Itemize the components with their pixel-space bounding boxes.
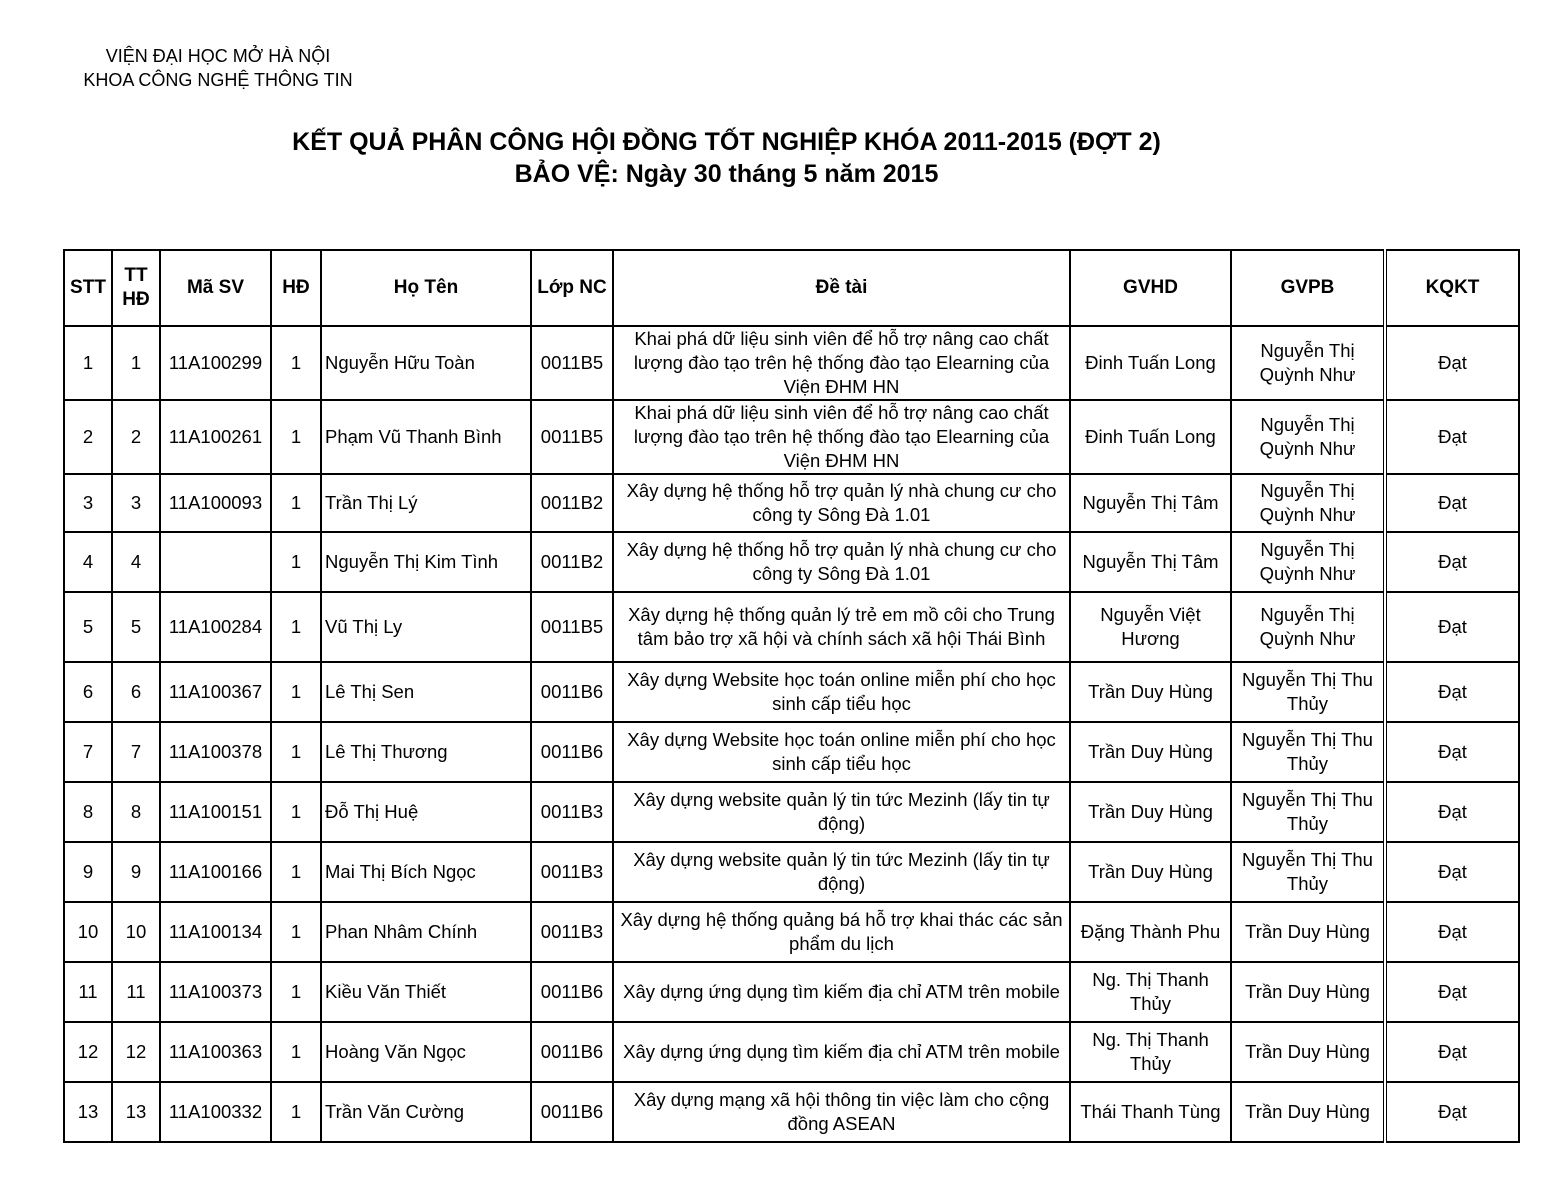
cell-tt-hd: 4: [112, 532, 160, 592]
cell-kqkt: Đạt: [1385, 722, 1519, 782]
cell-stt: 12: [64, 1022, 112, 1082]
cell-de-tai: Xây dựng hệ thống quảng bá hỗ trợ khai thác các sản phẩm du lịch: [613, 902, 1070, 962]
cell-stt: 4: [64, 532, 112, 592]
cell-gvpb: Nguyễn Thị Quỳnh Như: [1231, 532, 1385, 592]
cell-stt: 1: [64, 326, 112, 400]
table-row: [64, 592, 1519, 662]
col-header-ho-ten: Họ Tên: [321, 250, 531, 326]
document-title: [0, 126, 1453, 190]
cell-gvpb: Trần Duy Hùng: [1231, 1082, 1385, 1142]
cell-ma-sv: 11A100332: [160, 1082, 271, 1142]
table-row: [64, 1082, 1519, 1142]
cell-de-tai: Xây dựng Website học toán online miễn phí cho học sinh cấp tiểu học: [613, 722, 1070, 782]
cell-ho-ten: Mai Thị Bích Ngọc: [321, 842, 531, 902]
table-header-row: [64, 250, 1519, 326]
cell-lop-nc: 0011B5: [531, 400, 613, 474]
cell-tt-hd: 10: [112, 902, 160, 962]
results-table: [63, 249, 1520, 1143]
cell-gvpb: Nguyễn Thị Thu Thủy: [1231, 662, 1385, 722]
cell-lop-nc: 0011B5: [531, 592, 613, 662]
cell-ma-sv: [160, 532, 271, 592]
cell-ma-sv: 11A100299: [160, 326, 271, 400]
cell-ma-sv: 11A100134: [160, 902, 271, 962]
cell-kqkt: Đạt: [1385, 662, 1519, 722]
cell-ho-ten: Lê Thị Sen: [321, 662, 531, 722]
cell-de-tai: Xây dựng ứng dụng tìm kiếm địa chỉ ATM trên mobile: [613, 962, 1070, 1022]
table-row: [64, 400, 1519, 474]
cell-gvhd: Đặng Thành Phu: [1070, 902, 1231, 962]
cell-lop-nc: 0011B5: [531, 326, 613, 400]
table-row: [64, 842, 1519, 902]
cell-hd: 1: [271, 532, 321, 592]
cell-lop-nc: 0011B3: [531, 902, 613, 962]
cell-tt-hd: 5: [112, 592, 160, 662]
cell-kqkt: Đạt: [1385, 1022, 1519, 1082]
cell-tt-hd: 6: [112, 662, 160, 722]
cell-kqkt: Đạt: [1385, 782, 1519, 842]
cell-ma-sv: 11A100093: [160, 474, 271, 532]
cell-lop-nc: 0011B3: [531, 842, 613, 902]
cell-stt: 6: [64, 662, 112, 722]
cell-gvhd: Trần Duy Hùng: [1070, 842, 1231, 902]
cell-stt: 11: [64, 962, 112, 1022]
cell-hd: 1: [271, 474, 321, 532]
col-header-de-tai: Đề tài: [613, 250, 1070, 326]
cell-stt: 5: [64, 592, 112, 662]
cell-gvpb: Trần Duy Hùng: [1231, 962, 1385, 1022]
faculty-name: KHOA CÔNG NGHỆ THÔNG TIN: [83, 70, 353, 90]
cell-tt-hd: 13: [112, 1082, 160, 1142]
table-row: [64, 532, 1519, 592]
cell-de-tai: Xây dựng hệ thống quản lý trẻ em mồ côi cho Trung tâm bảo trợ xã hội và chính sách xã hội Thái Bình: [613, 592, 1070, 662]
cell-gvhd: Đinh Tuấn Long: [1070, 400, 1231, 474]
cell-kqkt: Đạt: [1385, 902, 1519, 962]
cell-tt-hd: 3: [112, 474, 160, 532]
col-header-gvpb: GVPB: [1231, 250, 1385, 326]
cell-ho-ten: Lê Thị Thương: [321, 722, 531, 782]
cell-tt-hd: 12: [112, 1022, 160, 1082]
cell-gvhd: Ng. Thị Thanh Thủy: [1070, 962, 1231, 1022]
cell-tt-hd: 1: [112, 326, 160, 400]
cell-hd: 1: [271, 782, 321, 842]
cell-de-tai: Xây dựng website quản lý tin tức Mezinh (lấy tin tự động): [613, 782, 1070, 842]
cell-hd: 1: [271, 962, 321, 1022]
cell-gvpb: Nguyễn Thị Thu Thủy: [1231, 782, 1385, 842]
col-header-tt-hd: [112, 250, 160, 326]
cell-ho-ten: Kiều Văn Thiết: [321, 962, 531, 1022]
cell-ho-ten: Nguyễn Thị Kim Tình: [321, 532, 531, 592]
cell-kqkt: Đạt: [1385, 592, 1519, 662]
cell-kqkt: Đạt: [1385, 532, 1519, 592]
cell-hd: 1: [271, 1082, 321, 1142]
cell-gvpb: Nguyễn Thị Quỳnh Như: [1231, 400, 1385, 474]
cell-gvpb: Nguyễn Thị Thu Thủy: [1231, 722, 1385, 782]
cell-hd: 1: [271, 722, 321, 782]
cell-lop-nc: 0011B2: [531, 474, 613, 532]
cell-gvhd: Thái Thanh Tùng: [1070, 1082, 1231, 1142]
cell-lop-nc: 0011B2: [531, 532, 613, 592]
cell-gvhd: Nguyễn Thị Tâm: [1070, 532, 1231, 592]
cell-lop-nc: 0011B6: [531, 1022, 613, 1082]
cell-kqkt: Đạt: [1385, 962, 1519, 1022]
cell-gvpb: Trần Duy Hùng: [1231, 902, 1385, 962]
cell-ma-sv: 11A100284: [160, 592, 271, 662]
cell-ma-sv: 11A100151: [160, 782, 271, 842]
cell-lop-nc: 0011B3: [531, 782, 613, 842]
cell-tt-hd: 11: [112, 962, 160, 1022]
cell-ma-sv: 11A100373: [160, 962, 271, 1022]
cell-ma-sv: 11A100378: [160, 722, 271, 782]
table-row: [64, 722, 1519, 782]
cell-gvpb: Trần Duy Hùng: [1231, 1022, 1385, 1082]
col-header-ma-sv: Mã SV: [160, 250, 271, 326]
cell-ma-sv: 11A100166: [160, 842, 271, 902]
cell-lop-nc: 0011B6: [531, 1082, 613, 1142]
cell-gvpb: Nguyễn Thị Quỳnh Như: [1231, 474, 1385, 532]
table-row: [64, 782, 1519, 842]
cell-de-tai: Khai phá dữ liệu sinh viên để hỗ trợ nâng cao chất lượng đào tạo trên hệ thống đào tạo Elearning của Viện ĐHM HN: [613, 326, 1070, 400]
institution-header: [68, 44, 368, 92]
table-row: [64, 662, 1519, 722]
cell-hd: 1: [271, 592, 321, 662]
cell-gvhd: Trần Duy Hùng: [1070, 782, 1231, 842]
col-header-tt-line2: HĐ: [122, 289, 150, 310]
cell-stt: 13: [64, 1082, 112, 1142]
cell-hd: 1: [271, 1022, 321, 1082]
cell-ho-ten: Trần Thị Lý: [321, 474, 531, 532]
cell-gvpb: Nguyễn Thị Quỳnh Như: [1231, 592, 1385, 662]
col-header-lop-nc: Lớp NC: [531, 250, 613, 326]
cell-gvhd: Trần Duy Hùng: [1070, 662, 1231, 722]
table-row: [64, 1022, 1519, 1082]
cell-gvhd: Ng. Thị Thanh Thủy: [1070, 1022, 1231, 1082]
cell-gvhd: Đinh Tuấn Long: [1070, 326, 1231, 400]
cell-ma-sv: 11A100363: [160, 1022, 271, 1082]
cell-stt: 7: [64, 722, 112, 782]
cell-tt-hd: 8: [112, 782, 160, 842]
cell-hd: 1: [271, 842, 321, 902]
cell-lop-nc: 0011B6: [531, 962, 613, 1022]
cell-gvpb: Nguyễn Thị Quỳnh Như: [1231, 326, 1385, 400]
cell-gvhd: Nguyễn Thị Tâm: [1070, 474, 1231, 532]
institution-name: VIỆN ĐẠI HỌC MỞ HÀ NỘI: [105, 46, 331, 66]
cell-stt: 2: [64, 400, 112, 474]
cell-tt-hd: 7: [112, 722, 160, 782]
cell-de-tai: Xây dựng hệ thống hỗ trợ quản lý nhà chung cư cho công ty Sông Đà 1.01: [613, 474, 1070, 532]
table-row: [64, 326, 1519, 400]
table-row: [64, 962, 1519, 1022]
cell-de-tai: Xây dựng ứng dụng tìm kiếm địa chỉ ATM trên mobile: [613, 1022, 1070, 1082]
cell-gvpb: Nguyễn Thị Thu Thủy: [1231, 842, 1385, 902]
cell-lop-nc: 0011B6: [531, 662, 613, 722]
cell-de-tai: Xây dựng website quản lý tin tức Mezinh (lấy tin tự động): [613, 842, 1070, 902]
col-header-hd: HĐ: [271, 250, 321, 326]
cell-ma-sv: 11A100261: [160, 400, 271, 474]
cell-gvhd: Trần Duy Hùng: [1070, 722, 1231, 782]
cell-hd: 1: [271, 902, 321, 962]
cell-hd: 1: [271, 400, 321, 474]
cell-ho-ten: Phan Nhâm Chính: [321, 902, 531, 962]
cell-kqkt: Đạt: [1385, 1082, 1519, 1142]
cell-stt: 8: [64, 782, 112, 842]
col-header-gvhd: GVHD: [1070, 250, 1231, 326]
cell-hd: 1: [271, 326, 321, 400]
title-line-2: BẢO VỆ: Ngày 30 tháng 5 năm 2015: [514, 160, 939, 188]
cell-lop-nc: 0011B6: [531, 722, 613, 782]
cell-ho-ten: Vũ Thị Ly: [321, 592, 531, 662]
cell-kqkt: Đạt: [1385, 326, 1519, 400]
cell-stt: 3: [64, 474, 112, 532]
col-header-tt-line1: TT: [124, 265, 148, 286]
cell-ho-ten: Phạm Vũ Thanh Bình: [321, 400, 531, 474]
cell-kqkt: Đạt: [1385, 842, 1519, 902]
cell-ho-ten: Nguyễn Hữu Toàn: [321, 326, 531, 400]
cell-ho-ten: Đỗ Thị Huệ: [321, 782, 531, 842]
table-row: [64, 474, 1519, 532]
cell-de-tai: Khai phá dữ liệu sinh viên để hỗ trợ nâng cao chất lượng đào tạo trên hệ thống đào tạo Elearning của Viện ĐHM HN: [613, 400, 1070, 474]
cell-stt: 9: [64, 842, 112, 902]
cell-ho-ten: Hoàng Văn Ngọc: [321, 1022, 531, 1082]
title-line-1: KẾT QUẢ PHÂN CÔNG HỘI ĐỒNG TỐT NGHIỆP KHÓA 2011-2015 (ĐỢT 2): [292, 128, 1161, 156]
cell-gvhd: Nguyễn Việt Hương: [1070, 592, 1231, 662]
cell-tt-hd: 2: [112, 400, 160, 474]
cell-de-tai: Xây dựng mạng xã hội thông tin việc làm cho cộng đồng ASEAN: [613, 1082, 1070, 1142]
cell-ho-ten: Trần Văn Cường: [321, 1082, 531, 1142]
cell-kqkt: Đạt: [1385, 474, 1519, 532]
table-row: [64, 902, 1519, 962]
cell-kqkt: Đạt: [1385, 400, 1519, 474]
cell-stt: 10: [64, 902, 112, 962]
col-header-kqkt: KQKT: [1385, 250, 1519, 326]
cell-ma-sv: 11A100367: [160, 662, 271, 722]
cell-de-tai: Xây dựng hệ thống hỗ trợ quản lý nhà chung cư cho công ty Sông Đà 1.01: [613, 532, 1070, 592]
cell-tt-hd: 9: [112, 842, 160, 902]
cell-hd: 1: [271, 662, 321, 722]
cell-de-tai: Xây dựng Website học toán online miễn phí cho học sinh cấp tiểu học: [613, 662, 1070, 722]
col-header-stt: STT: [64, 250, 112, 326]
